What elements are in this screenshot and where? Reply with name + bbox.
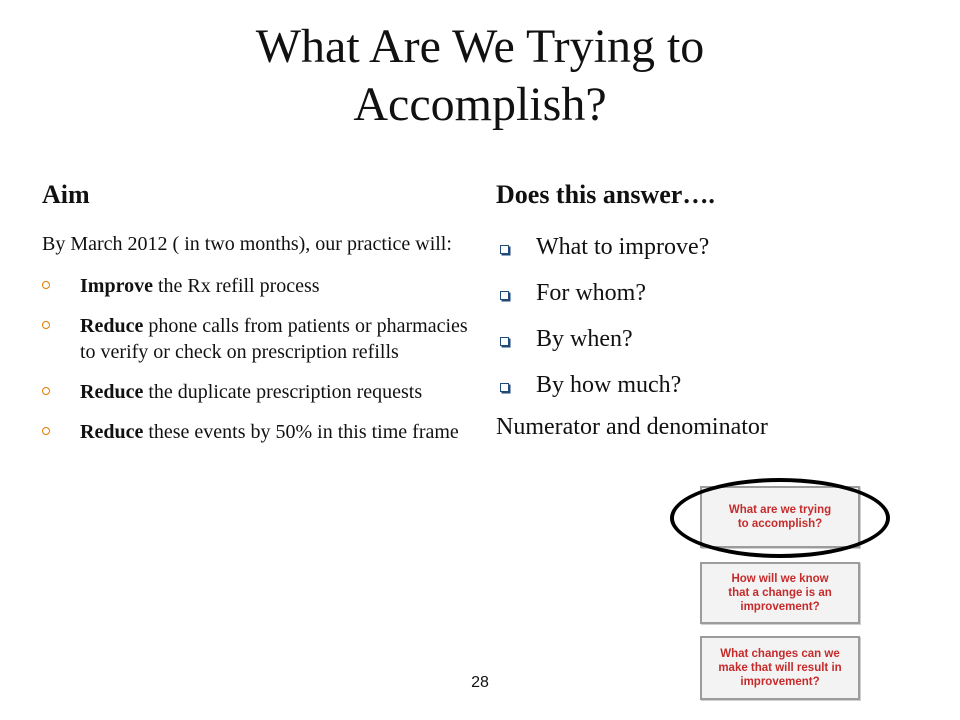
title-line-1: What Are We Trying to <box>255 20 705 73</box>
question-item <box>496 278 916 308</box>
question-text: By when? <box>536 326 633 352</box>
question-item <box>496 232 916 262</box>
question-text: What to improve? <box>536 234 710 260</box>
slide-title <box>0 18 960 134</box>
aim-item-text: phone calls from patients or pharmacies to verify or check on prescription refills <box>80 315 468 363</box>
aim-item-text: the Rx refill process <box>152 275 320 297</box>
circle-bullet-icon <box>42 387 50 395</box>
question-text: By how much? <box>536 372 682 398</box>
aim-heading: Aim <box>42 180 90 209</box>
title-line-2: Accomplish? <box>353 78 607 131</box>
question-list <box>496 232 916 400</box>
aim-item <box>42 273 472 299</box>
aim-item-verb: Reduce <box>80 381 144 403</box>
question-item <box>496 370 916 400</box>
square-bullet-icon <box>500 337 509 346</box>
aim-item-verb: Reduce <box>80 421 144 443</box>
aim-item <box>42 313 472 365</box>
highlight-ellipse <box>670 478 890 558</box>
answer-heading: Does this answer…. <box>496 180 715 209</box>
aim-intro: By March 2012 ( in two months), our practice will: <box>42 233 452 255</box>
square-bullet-icon <box>500 383 509 392</box>
question-text: For whom? <box>536 280 646 306</box>
model-question-text: How will we know that a change is an improvement? <box>728 573 832 613</box>
model-question-text: What changes can we make that will result in improvement? <box>718 648 842 688</box>
square-bullet-icon <box>500 291 509 300</box>
answer-column <box>496 180 916 442</box>
circle-bullet-icon <box>42 281 50 289</box>
square-bullet-icon <box>500 245 509 254</box>
model-question-text: What are we trying to accomplish? <box>728 504 832 530</box>
aim-item-verb: Improve <box>80 275 153 297</box>
numerator-denominator-text: Numerator and denominator <box>496 414 768 440</box>
aim-item <box>42 419 472 445</box>
aim-item-verb: Reduce <box>80 315 144 337</box>
aim-list <box>42 273 472 445</box>
page-number: 28 <box>471 674 489 691</box>
question-item <box>496 324 916 354</box>
aim-item-text: the duplicate prescription requests <box>143 381 423 403</box>
aim-column <box>42 180 472 459</box>
circle-bullet-icon <box>42 427 50 435</box>
model-question-box <box>700 562 860 624</box>
aim-item-text: these events by 50% in this time frame <box>143 421 459 443</box>
circle-bullet-icon <box>42 321 50 329</box>
aim-item <box>42 379 472 405</box>
